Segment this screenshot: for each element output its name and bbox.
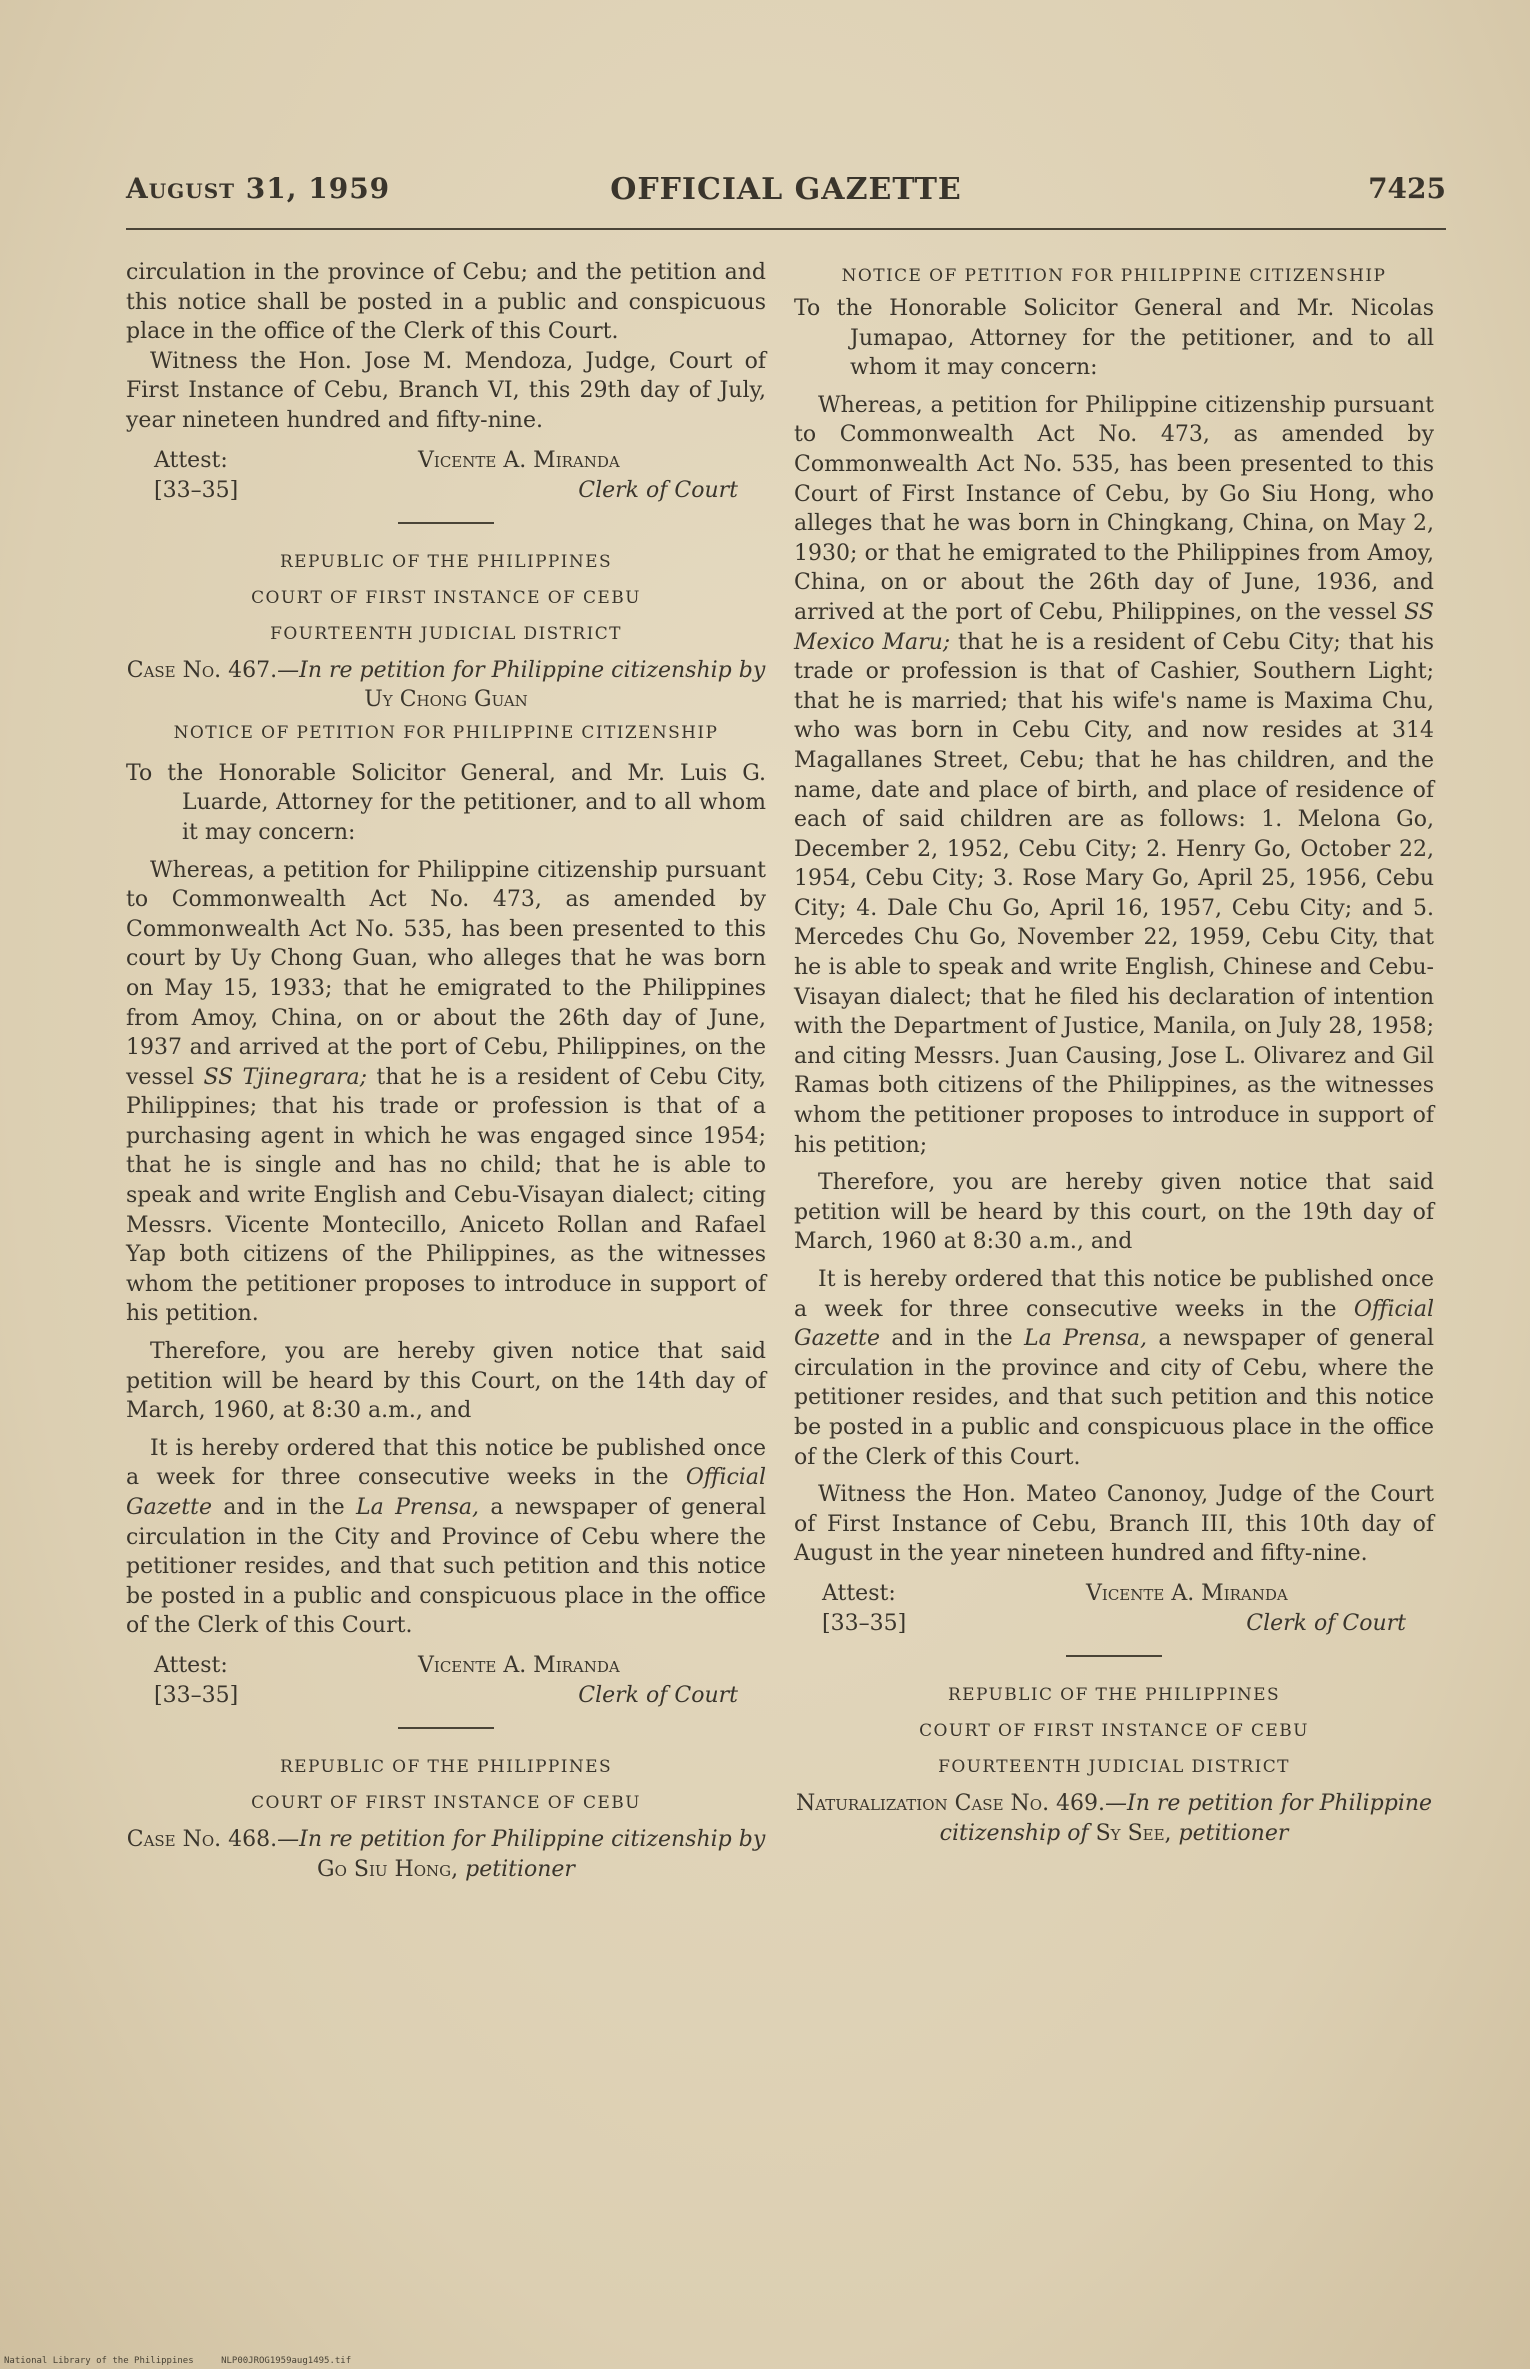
publication-title: OFFICIAL GAZETTE (610, 172, 962, 207)
clerk-role: Clerk of Court (578, 1682, 738, 1708)
notice-title: NOTICE OF PETITION FOR PHILIPPINE CITIZENSHIP (841, 266, 1387, 286)
issue-date: August 31, 1959 (126, 172, 391, 205)
clerk-name: Vicente A. Miranda (1086, 1580, 1288, 1606)
attest-label: Attest: (154, 447, 228, 473)
attest-ref: [33–35] (154, 477, 239, 503)
whereas-paragraph (794, 391, 1434, 1160)
order-paragraph (126, 1434, 766, 1641)
case-description: —In re petition for Philippine citizenship by (277, 657, 766, 683)
clerk-name: Vicente A. Miranda (418, 447, 620, 473)
case-description: —In re petition for Philippine citizenship of (939, 1790, 1433, 1846)
whereas-text-a: Whereas, a petition for Philippine citizenship pursuant to Commonwealth Act No. 473, as amended by Commonwealth Act No. 535, has been presented to this Court of First Instance of Cebu, by Go Siu Hong, who alleges that he was born in Chingkang, China, on May 2, 1930; or that he emigrated to the Philippines from Amoy, China, on or about the 26th day of June, 1936, and arrived at the port of Cebu, Philippines, on the vessel (794, 392, 1434, 625)
case-number: Case No. 468. (126, 1826, 278, 1852)
order-text-c: a newspaper of general circulation in the province and city of Cebu, where the petitioner resides, and that such petition and this notice be posted in a public and conspicuous place in the office of the Clerk of this Court. (794, 1326, 1435, 1470)
therefore-paragraph: Therefore, you are hereby given notice that said petition will be heard by this Court, on the 14th day of March, 1960, at 8:30 a.m., and (126, 1339, 766, 1424)
heading-republic: REPUBLIC OF THE PHILIPPINES (947, 1684, 1280, 1705)
petitioner-name: Go Siu Hong, (317, 1856, 459, 1882)
case-number: Case No. 467. (126, 657, 278, 683)
clerk-role: Clerk of Court (578, 477, 738, 503)
order-text-c: a newspaper of general circulation in the City and Province of Cebu where the petitioner resides, and that such petition and this notice be posted in a public and conspicuous place in the office of the Clerk of this Court. (126, 1495, 767, 1639)
attest-ref: [33–35] (154, 1682, 239, 1708)
library-credit: National Library of the Philippines (4, 2356, 194, 2366)
section-divider (1066, 1655, 1162, 1657)
whereas-text-b: that he is a resident of Cebu City; that his trade or profession is that of Cashier, Southern Light; that he is married; that his wife's name is Maxima Chu, who was born in Cebu City, and now resides at 314 Magallanes Street, Cebu; that he has children, and the name, date and place of birth, and place of residence of each of said children are as follows: 1. Melona Go, December 2, 1952, Cebu City; 2. Henry Go, October 22, 1954, Cebu City; 3. Rose Mary Go, April 25, 1956, Cebu City; 4. Dale Chu Go, April 16, 1957, Cebu City; and 5. Mercedes Chu Go, November 22, 1959, Cebu City, that he is able to speak and write English, Chinese and Cebu-Visayan dialect; that he filed his declaration of intention with the Department of Justice, Manila, on July 28, 1958; and citing Messrs. Juan Causing, Jose L. Olivarez and Gil Ramas both citizens of the Philippines, as the witnesses whom the petitioner proposes to introduce in support of his petition; (794, 629, 1434, 1158)
vessel-name: SS Tjinegrara; (203, 1064, 368, 1090)
notice-title: NOTICE OF PETITION FOR PHILIPPINE CITIZENSHIP (173, 722, 719, 743)
petitioner-name: Sy See, (1095, 1820, 1172, 1846)
attest-ref: [33–35] (822, 1610, 907, 1636)
vessel-name: SS Mexico Maru; (794, 599, 1434, 655)
page-header (126, 172, 1446, 212)
gazette-name: Official Gazette (794, 1296, 1434, 1352)
attest-label: Attest: (822, 1580, 896, 1606)
scan-filename: NLP00JROG1959aug1495.tif (221, 2356, 352, 2366)
attest-block (126, 1651, 766, 1713)
attest-label: Attest: (154, 1652, 228, 1678)
witness-paragraph: Witness the Hon. Mateo Canonoy, Judge of the Court of First Instance of Cebu, Branch III, this 10th day of August in the year nineteen hundred and fifty-nine. (794, 1482, 1434, 1567)
heading-district: FOURTEENTH JUDICIAL DISTRICT (938, 1756, 1290, 1777)
order-text-a: It is hereby ordered that this notice be published once a week for three consecutive weeks in the (794, 1267, 1434, 1322)
continued-paragraph: circulation in the province of Cebu; and the petition and this notice shall be posted in a public and conspicuous place in the office of the Clerk of this Court. (126, 260, 766, 345)
heading-republic: REPUBLIC OF THE PHILIPPINES (279, 1756, 612, 1777)
heading-district: FOURTEENTH JUDICIAL DISTRICT (270, 623, 622, 644)
order-paragraph (794, 1265, 1434, 1472)
case-number: Naturalization Case No. 469. (795, 1790, 1106, 1816)
order-text-b: and in the (223, 1495, 345, 1520)
gazette-name: Official Gazette (126, 1465, 766, 1520)
section-divider (398, 1727, 494, 1729)
whereas-text-a: Whereas, a petition for Philippine citizenship pursuant to Commonwealth Act No. 473, as amended by Commonwealth Act No. 535, has been presented to this court by Uy Chong Guan, who alleges that he was born on May 15, 1933; that he emigrated to the Philippines from Amoy, China, on or about the 26th day of June, 1937 and arrived at the port of Cebu, Philippines, on the vessel (126, 857, 766, 1090)
petitioner-label: petitioner (465, 1856, 575, 1882)
therefore-paragraph: Therefore, you are hereby given notice that said petition will be heard by this court, on the 19th day of March, 1960 at 8:30 a.m., and (794, 1170, 1434, 1255)
heading-court: COURT OF FIRST INSTANCE OF CEBU (919, 1720, 1309, 1741)
newspaper-name: La Prensa, (356, 1495, 480, 1520)
heading-court: COURT OF FIRST INSTANCE OF CEBU (251, 1792, 641, 1813)
petitioner-label: petitioner (1178, 1820, 1289, 1846)
section-divider (398, 522, 494, 524)
whereas-paragraph (126, 856, 766, 1330)
case-title (126, 1825, 766, 1884)
clerk-role: Clerk of Court (1246, 1610, 1406, 1636)
heading-court: COURT OF FIRST INSTANCE OF CEBU (251, 587, 641, 608)
order-text-a: It is hereby ordered that this notice be published once a week for three consecutive weeks in the (126, 1435, 766, 1491)
witness-paragraph: Witness the Hon. Jose M. Mendoza, Judge, Court of First Instance of Cebu, Branch VI, this 29th day of July, year nineteen hundred and fifty-nine. (126, 348, 766, 433)
whereas-text-b: that he is a resident of Cebu City, Philippines; that his trade or profession is that of a purchasing agent in which he was engaged since 1954; that he is single and has no child; that he is able to speak and write English and Cebu-Visayan dialect; citing Messrs. Vicente Montecillo, Aniceto Rollan and Rafael Yap both citizens of the Philippines, as the witnesses whom the petitioner proposes to introduce in support of his petition. (126, 1064, 766, 1327)
attest-block (794, 1579, 1434, 1641)
clerk-name: Vicente A. Miranda (418, 1652, 620, 1678)
scan-footer (4, 2356, 373, 2366)
heading-republic: REPUBLIC OF THE PHILIPPINES (279, 551, 612, 572)
case-title (794, 1789, 1434, 1848)
right-column (794, 258, 1434, 1848)
page-number: 7425 (1368, 172, 1446, 205)
petitioner-name: Uy Chong Guan (364, 687, 528, 713)
case-title (126, 656, 766, 715)
newspaper-name: La Prensa, (1024, 1326, 1148, 1352)
attest-block (126, 446, 766, 508)
addressee-paragraph: To the Honorable Solicitor General, and Mr. Luis G. Luarde, Attorney for the petitioner, and to all whom it may concern: (126, 760, 766, 845)
addressee-paragraph: To the Honorable Solicitor General and Mr. Nicolas Jumapao, Attorney for the petitioner, and to all whom it may concern: (794, 296, 1434, 381)
case-description: —In re petition for Philippine citizenship by (277, 1826, 766, 1852)
left-column (126, 258, 766, 1884)
header-rule (126, 228, 1446, 230)
order-text-b: and in the (891, 1326, 1013, 1352)
